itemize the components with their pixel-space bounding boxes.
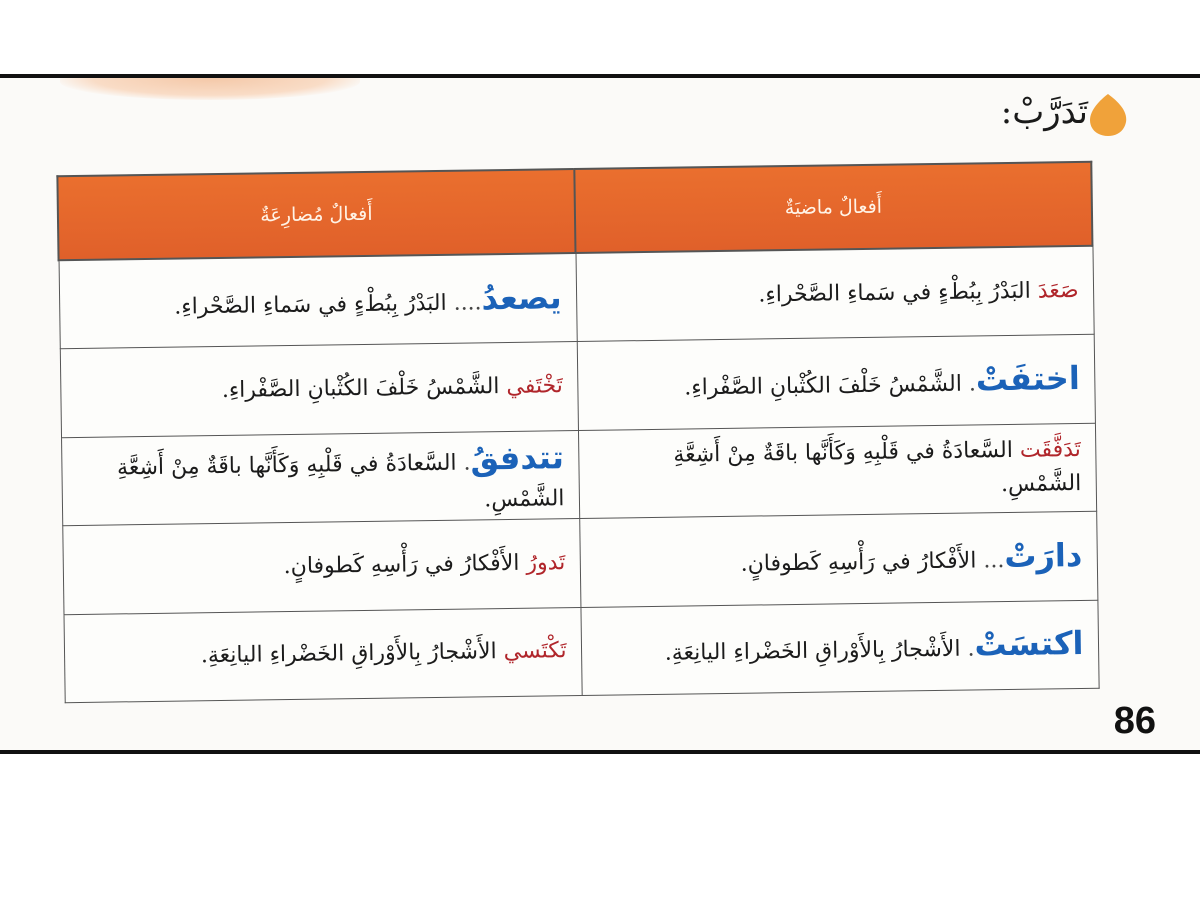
cell-past (578, 423, 1096, 519)
sentence-rest: البَدْرُ بِبُطْءٍ في سَماءِ الصَّحْراءِ. (758, 278, 1031, 308)
verb: صَعَدَ (1037, 277, 1079, 304)
cell-past (577, 335, 1095, 431)
cell-past (580, 600, 1098, 696)
filler-dots: ... (983, 548, 1005, 574)
page-number: 86 (1113, 700, 1156, 742)
filler-dots: . (968, 371, 977, 397)
table-row (60, 335, 1095, 438)
cell-present (62, 519, 580, 615)
exercise-heading: تَدَرَّبْ: (1000, 92, 1088, 132)
table-row (63, 600, 1098, 703)
header-present-verbs: أَفعالٌ مُضارِعَةٌ (57, 169, 575, 260)
table-row (62, 511, 1097, 614)
verb: تَخْتَفي (506, 373, 564, 400)
verb: تتدفقُ (470, 437, 565, 478)
sentence-rest: الأَفْكارُ في رَأْسِهِ كَطوفانٍ. (283, 550, 520, 579)
verbs-table (56, 161, 1099, 703)
verb: اختفَتْ (975, 359, 1081, 399)
cell-present (59, 253, 577, 349)
sentence-rest: الشَّمْسُ خَلْفَ الكُثْبانِ الصَّفْراءِ. (684, 371, 963, 401)
sentence-rest: الأَشْجارُ بِالأَوْراقِ الخَضْراءِ اليانِعَةِ. (664, 637, 961, 667)
sentence-rest: الأَشْجارُ بِالأَوْراقِ الخَضْراءِ اليانِعَةِ. (200, 639, 497, 669)
sentence-rest: الأَفْكارُ في رَأْسِهِ كَطوفانٍ. (740, 548, 977, 577)
verb: يصعدُ (481, 278, 562, 318)
cell-present (61, 430, 579, 526)
sentence-rest: السَّعادَةُ في قَلْبِهِ وَكَأَنَّها باقَةٌ مِنْ أَشِعَّةِ الشَّمْسِ. (673, 438, 1082, 498)
sentence-rest: السَّعادَةُ في قَلْبِهِ وَكَأَنَّها باقَةٌ مِنْ أَشِعَّةِ الشَّمْسِ. (116, 450, 565, 513)
filler-dots: . (463, 450, 471, 476)
cell-present (63, 607, 581, 703)
verb: تَدورُ (526, 550, 566, 576)
table-row (61, 423, 1096, 526)
verb: تَكْتَسي (503, 638, 567, 665)
header-past-verbs: أَفعالٌ ماضيَةٌ (574, 162, 1092, 253)
filler-dots: .... (453, 290, 482, 316)
sentence-rest: الشَّمْسُ خَلْفَ الكُثْبانِ الصَّفْراءِ. (221, 374, 500, 404)
sentence-rest: البَدْرُ بِبُطْءٍ في سَماءِ الصَّحْراءِ. (174, 290, 447, 320)
verb: دارَتْ (1004, 536, 1083, 576)
cell-present (60, 342, 578, 438)
cell-past (579, 511, 1097, 607)
verb: اكتسَتْ (974, 624, 1084, 664)
filler-dots: . (967, 636, 975, 663)
table-row (59, 246, 1094, 349)
cell-past (576, 246, 1094, 342)
verb: تَدَفَّقَت (1019, 437, 1081, 464)
